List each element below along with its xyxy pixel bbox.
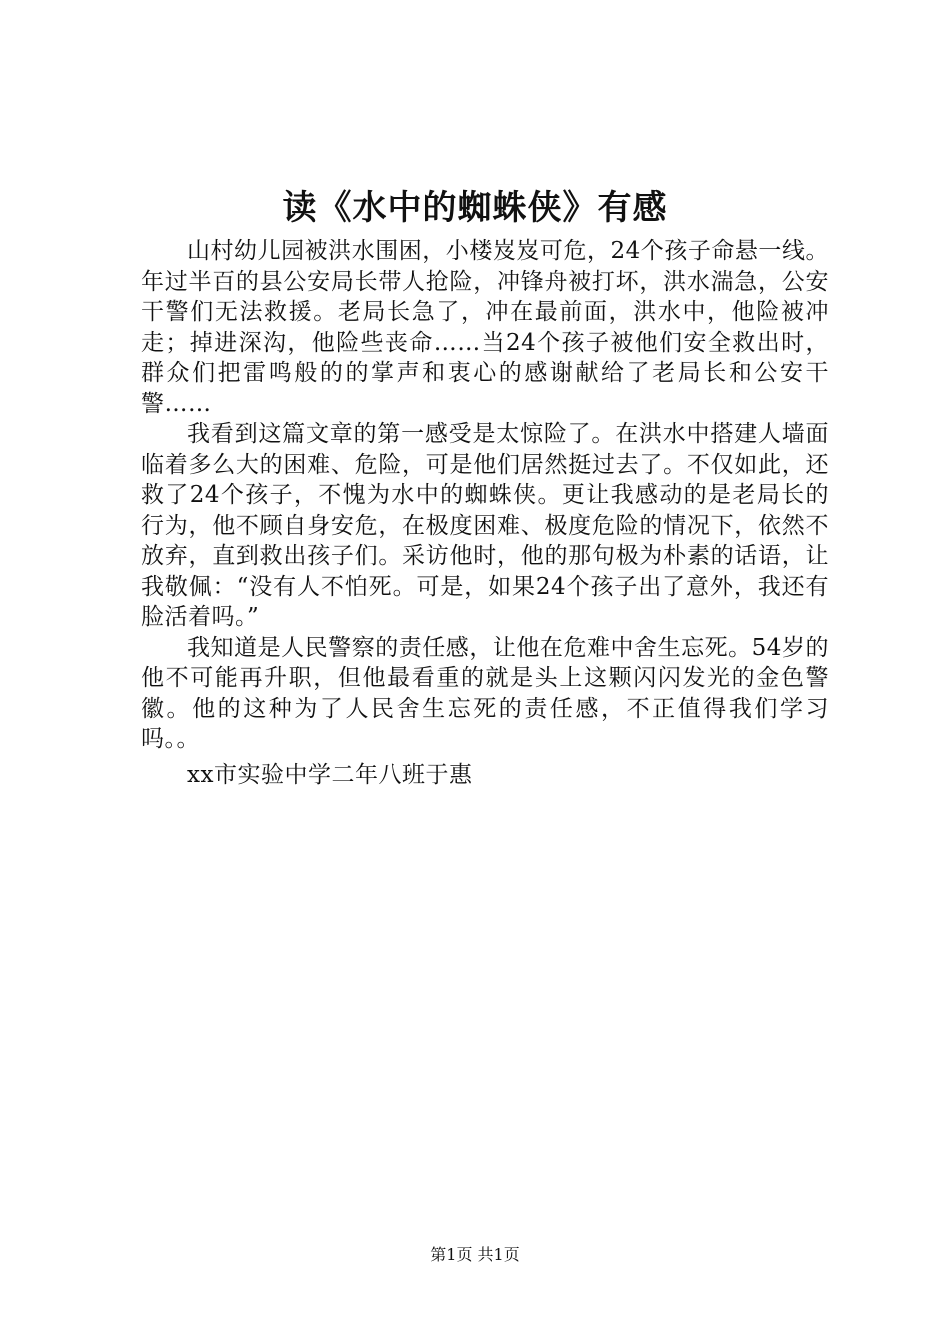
author-signature: xx市实验中学二年八班于惠	[187, 762, 473, 788]
paragraph-2: 我看到这篇文章的第一感受是太惊险了。在洪水中搭建人墙面临着多么大的困难、危险，可是他们居然挺过去了。不仅如此，还救了24个孩子，不愧为水中的蜘蛛侠。更让我感动的是老局长的行为，他不顾自身安危，在极度困难、极度危险的情况下，依然不放弃，直到救出孩子们。采访他时，他的那句极为朴素的话语，让我敬佩：“没有人不怕死。可是，如果24个孩子出了意外，我还有脸活着吗。”	[141, 421, 829, 630]
document-body	[141, 236, 829, 755]
paragraph-3: 我知道是人民警察的责任感，让他在危难中舍生忘死。54岁的他不可能再升职，但他最看重的就是头上这颗闪闪发光的金色警徽。他的这种为了人民舍生忘死的责任感，不正值得我们学习吗。。	[141, 634, 829, 752]
paragraph-1: 山村幼儿园被洪水围困，小楼岌岌可危，24个孩子命悬一线。年过半百的县公安局长带人抢险，冲锋舟被打坏，洪水湍急，公安干警们无法救援。老局长急了，冲在最前面，洪水中，他险被冲走；掉进深沟，他险些丧命……当24个孩子被他们安全救出时，群众们把雷鸣般的的掌声和衷心的感谢献给了老局长和公安干警……	[141, 238, 829, 417]
page-footer: 第1页 共1页	[430, 1245, 520, 1264]
document-title: 读《水中的蜘蛛侠》有感	[282, 188, 668, 228]
